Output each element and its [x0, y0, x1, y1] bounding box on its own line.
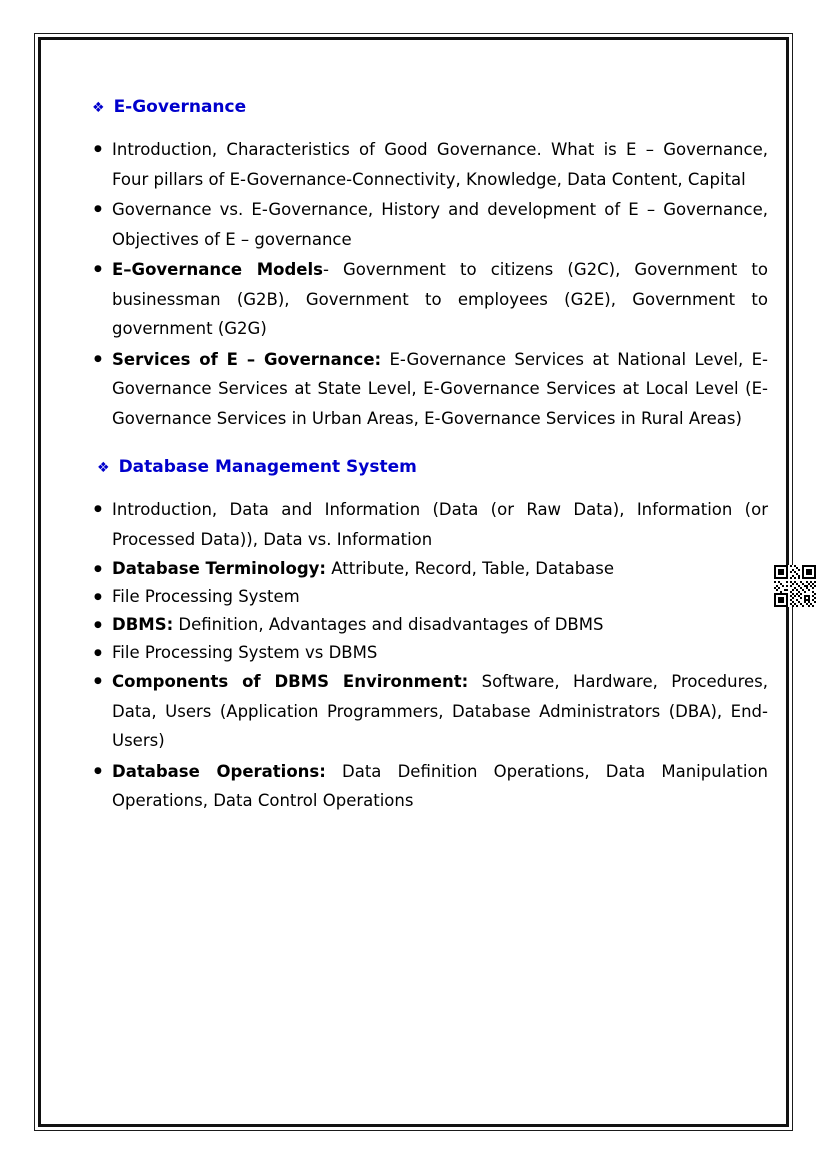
list-item — [88, 345, 768, 434]
list-item — [88, 495, 768, 554]
bullet-list-dbms — [88, 495, 768, 816]
list-item-text: Introduction, Data and Information (Data (or Raw Data), Information (or Processed Data)), Data vs. Information — [112, 500, 768, 549]
spacer — [88, 479, 768, 495]
list-item-label: Services of E – Governance: — [112, 349, 382, 369]
list-item-text: Introduction, Characteristics of Good Governance. What is E – Governance, Four pillars of E-Governance-Connectivity, Knowledge, Data Content, Capital — [112, 140, 768, 189]
diamond-bullet-icon: ❖ — [92, 100, 105, 116]
list-item-text: File Processing System — [112, 587, 300, 606]
section-heading-dbms — [97, 456, 768, 479]
qr-code-icon — [774, 565, 816, 607]
list-item — [88, 195, 768, 254]
list-item — [88, 639, 768, 667]
list-item — [88, 255, 768, 344]
list-item-text: - Government to citizens (G2C), Government to businessman (G2B), Government to employees (G2E), Government to government (G2G) — [112, 260, 768, 338]
document-content — [88, 96, 768, 817]
diamond-bullet-icon: ❖ — [97, 460, 110, 476]
list-item-text: File Processing System vs DBMS — [112, 643, 378, 662]
list-item — [88, 135, 768, 194]
spacer — [88, 119, 768, 135]
list-item-label: DBMS: — [112, 615, 174, 634]
section-heading-label: Database Management System — [118, 457, 417, 477]
list-item-text: Definition, Advantages and disadvantages of DBMS — [173, 615, 604, 634]
list-item — [88, 555, 768, 583]
list-item-text: Data Definition Operations, Data Manipulation Operations, Data Control Operations — [112, 761, 768, 810]
list-item-text: Governance vs. E-Governance, History and development of E – Governance, Objectives of E – governance — [112, 200, 768, 249]
list-item-label: Database Operations: — [112, 761, 326, 781]
list-item-label: Components of DBMS Environment: — [112, 672, 469, 691]
section-heading-e-governance — [92, 96, 768, 119]
list-item — [88, 757, 768, 816]
bullet-list-e-governance — [88, 135, 768, 433]
section-heading-label: E-Governance — [113, 97, 247, 117]
list-item — [88, 583, 768, 611]
list-item-label: Database Terminology: — [112, 559, 327, 578]
list-item-label: E–Governance Models — [112, 260, 323, 279]
spacer — [88, 434, 768, 456]
list-item-text: E-Governance Services at National Level, E-Governance Services at State Level, E-Governance Services at Local Level (E-Governance Services in Urban Areas, E-Governance Services in Rural Areas) — [112, 349, 768, 428]
list-item — [88, 667, 768, 756]
list-item-text: Software, Hardware, Procedures, Data, Users (Application Programmers, Database Administrators (DBA), End-Users) — [112, 672, 769, 750]
list-item-text: Attribute, Record, Table, Database — [326, 559, 615, 578]
list-item — [88, 611, 768, 639]
